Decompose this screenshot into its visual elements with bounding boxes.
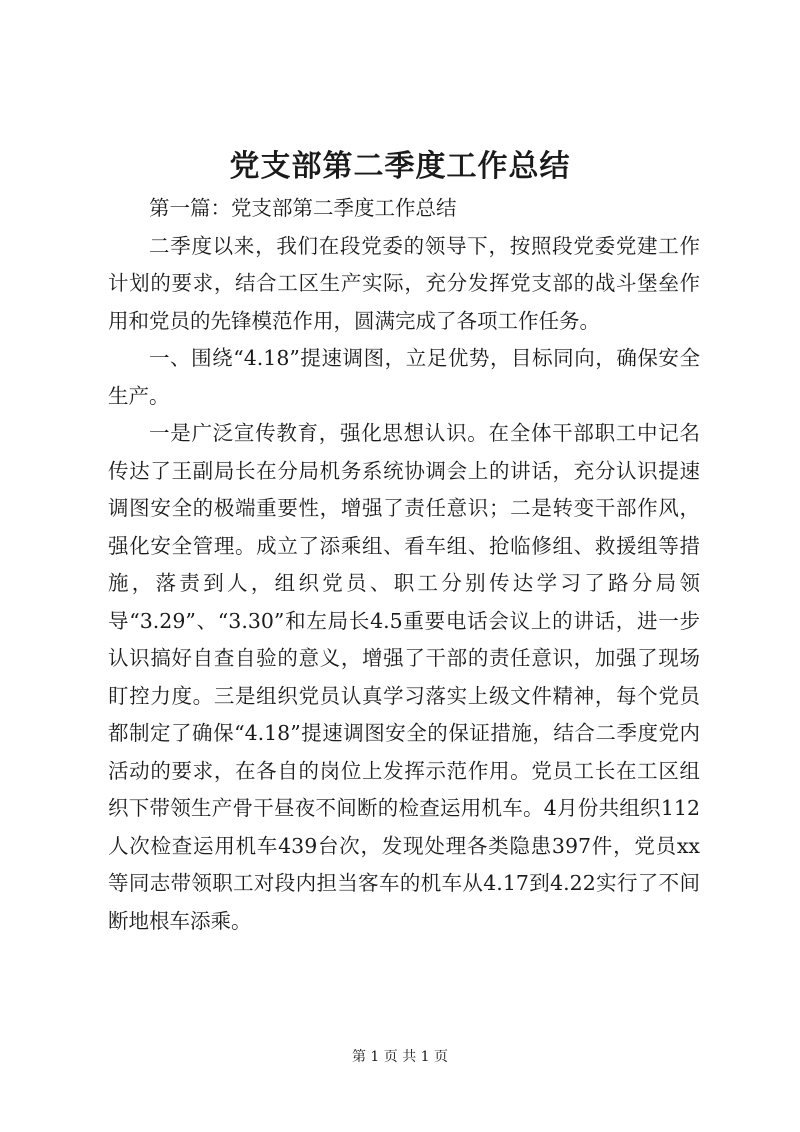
document-body — [108, 190, 700, 940]
document-title: 党支部第二季度工作总结 — [229, 149, 571, 184]
body-paragraph: 一是广泛宣传教育，强化思想认识。在全体干部职工中记名传达了王副局长在分局机务系统协调会上的讲话，充分认识提速调图安全的极端重要性，增强了责任意识；二是转变干部作风，强化安全管理。成立了添乘组、看车组、抢临修组、救援组等措施，落责到人，组织党员、职工分别传达学习了路分局领导“3.29”、“3.30”和左局长4.5重要电话会议上的讲话，进一步认识搞好自查自验的意义，增强了干部的责任意识，加强了现场盯控力度。三是组织党员认真学习落实上级文件精神，每个党员都制定了确保“4.18”提速调图安全的保证措施，结合二季度党内活动的要求，在各自的岗位上发挥示范作用。党员工长在工区组织下带领生产骨干昼夜不间断的检查运用机车。4月份共组织112人次检查运用机车439台次，发现处理各类隐患397件，党员xx等同志带领职工对段内担当客车的机车从4.17到4.22实行了不间断地根车添乘。 — [108, 421, 700, 933]
page-number-footer: 第 1 页 共 1 页 — [351, 1049, 449, 1065]
body-paragraph: 一、围绕“4.18”提速调图，立足优势，目标同向，确保安全生产。 — [108, 346, 700, 408]
body-paragraph: 二季度以来，我们在段党委的领导下，按照段党委党建工作计划的要求，结合工区生产实际，充分发挥党支部的战斗堡垒作用和党员的先锋模范作用，圆满完成了各项工作任务。 — [108, 233, 700, 333]
body-paragraph: 第一篇：党支部第二季度工作总结 — [149, 196, 457, 220]
